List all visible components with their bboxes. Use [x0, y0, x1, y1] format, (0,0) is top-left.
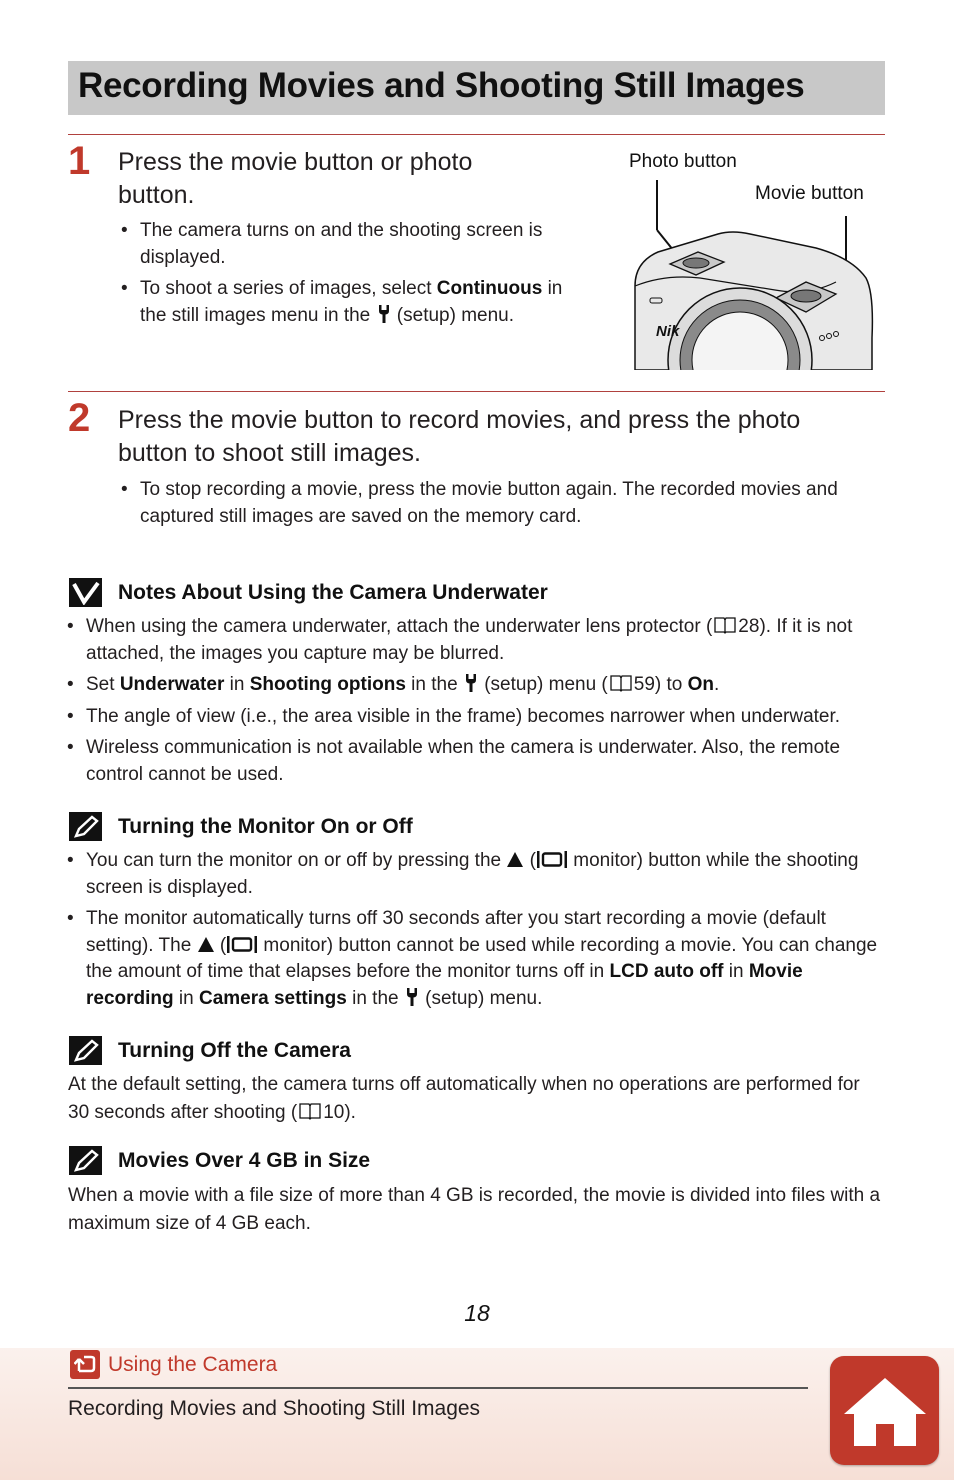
section-link-label[interactable]: Using the Camera: [108, 1352, 278, 1376]
camera-illustration: [630, 178, 880, 370]
note1-bullet-1: • When using the camera underwater, attach the underwater lens protector ( 28). If it is not attached, the images you capture may be blurred.: [64, 614, 884, 667]
step1-bullet-1: • The camera turns on and the shooting screen is displayed.: [118, 218, 588, 271]
step2-title: [118, 404, 888, 470]
step2-divider: [68, 391, 885, 392]
pencil-icon: [69, 1036, 102, 1065]
movie-button-label: Movie button: [755, 183, 864, 204]
step1-title-line2: button.: [118, 181, 195, 209]
pencil-icon: [69, 1146, 102, 1175]
note1-heading: Notes About Using the Camera Underwater: [118, 581, 548, 604]
continuous-option: Continuous: [436, 278, 543, 299]
note2-bullet-1: • You can turn the monitor on or off by pressing the ( monitor) button while the shooting screen is displayed.: [64, 848, 884, 901]
note1-bullet-2: • Set Underwater in Shooting options in the (setup) menu ( 59) to On.: [64, 672, 884, 699]
book-icon: [713, 616, 737, 634]
step2-bullet-1: • To stop recording a movie, press the movie button again. The recorded movies and captured still images are saved on the memory card.: [118, 477, 886, 530]
pencil-icon: [69, 812, 102, 841]
book-icon: [298, 1102, 322, 1120]
note4-text: When a movie with a file size of more than 4 GB is recorded, the movie is divided into files with a maximum size of 4 GB each.: [68, 1185, 881, 1234]
step1-number: 1: [68, 139, 91, 183]
step2-title-line1: Press the movie button to record movies, and press the photo: [118, 406, 801, 434]
wrench-icon: [465, 673, 477, 692]
note3-text: At the default setting, the camera turns off automatically when no operations are performed for 30 seconds after shooting ( 10).: [68, 1074, 860, 1123]
book-icon: [609, 674, 633, 692]
step2-bullets: [118, 477, 886, 532]
page-title: Recording Movies and Shooting Still Images: [78, 66, 805, 105]
back-arrow-icon: [70, 1350, 100, 1379]
step1-bullet-2: • To shoot a series of images, select Continuous in the still images menu in the (setup) menu.: [118, 276, 588, 329]
wrench-icon: [378, 304, 390, 323]
monitor-icon: [536, 850, 568, 869]
page-number: 18: [464, 1300, 490, 1326]
home-button[interactable]: [830, 1356, 939, 1465]
step2-title-line2: button to shoot still images.: [118, 439, 421, 467]
breadcrumb: Recording Movies and Shooting Still Images: [68, 1397, 481, 1420]
step1-divider: [68, 134, 885, 135]
footer-divider: [68, 1387, 808, 1389]
step2-number: 2: [68, 396, 91, 440]
home-icon: [842, 1374, 928, 1448]
photo-button-label: Photo button: [629, 151, 737, 172]
monitor-icon: [226, 935, 258, 954]
triangle-up-icon: [506, 851, 524, 868]
step1-bullets: [118, 218, 588, 331]
note2-heading: Turning the Monitor On or Off: [118, 815, 413, 838]
note4-heading: Movies Over 4 GB in Size: [118, 1149, 371, 1172]
step1-title-line1: Press the movie button or photo: [118, 148, 473, 176]
camera-brand: Nik: [656, 323, 680, 340]
triangle-up-icon: [197, 936, 215, 953]
note2-bullet-2: • The monitor automatically turns off 30 seconds after you start recording a movie (default setting). The ( monitor) button cannot be used while recording a movie. You can change the amount of time that elapses before the monitor turns off in LCD auto off in Movie recording in Camera settings in the (setup) menu.: [64, 906, 884, 1012]
title-bar: [68, 61, 885, 115]
note2-bullets: [64, 848, 884, 1014]
check-icon: [69, 578, 102, 607]
note1-bullet-4: • Wireless communication is not available when the camera is underwater. Also, the remote control cannot be used.: [64, 735, 884, 788]
section-link[interactable]: [70, 1350, 277, 1379]
note1-bullet-3: • The angle of view (i.e., the area visible in the frame) becomes narrower when underwater.: [64, 704, 884, 731]
note3-heading: Turning Off the Camera: [118, 1039, 351, 1062]
step1-title: [118, 146, 578, 212]
wrench-icon: [406, 987, 418, 1006]
note1-bullets: [64, 614, 884, 790]
